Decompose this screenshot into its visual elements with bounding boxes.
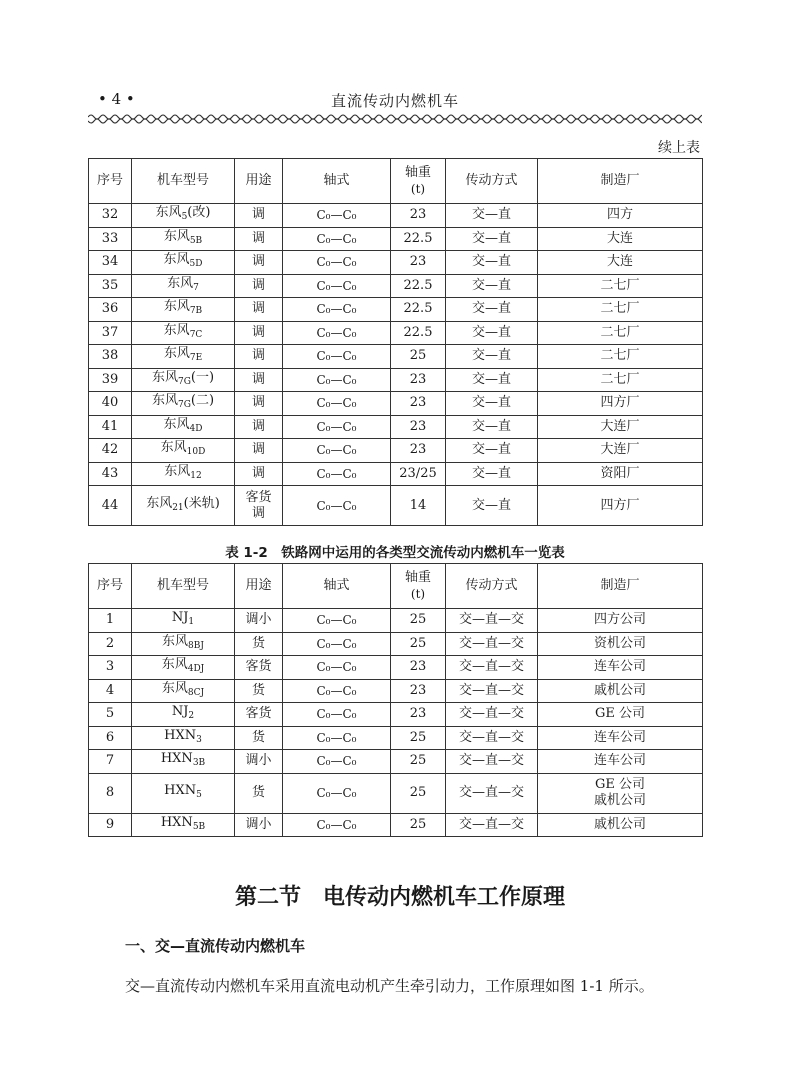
model-name: HXN [160,814,193,830]
model-name: 东风 [164,463,191,479]
table2-caption: 表 1-2 铁路网中运用的各类型交流传动内燃机车一览表 [225,545,565,561]
transmission-cell: 交—直 [446,462,538,486]
model-subscript: 7B [189,306,203,317]
transmission-cell: 交—直 [446,368,538,392]
manufacturer-text: 连车公司 [593,753,646,769]
axle-type-cell: C₀—C₀ [283,298,391,322]
use-text: 调 [251,348,265,364]
section-title: 第二节 电传动内燃机车工作原理 [234,884,565,910]
axle-load-cell: 14 [391,486,446,526]
model-name: 东风 [146,495,173,511]
row-number: 8 [89,773,132,813]
row-number: 42 [89,439,132,463]
transmission-cell: 交—直 [446,486,538,526]
manufacturer-cell [538,415,703,439]
table-row [89,750,703,774]
page-header [88,90,702,112]
use-text: 货 [251,682,265,698]
table-row [89,813,703,837]
manufacturer-text: 大连 [606,230,633,246]
subsection-title: 一、交—直流传动内燃机车 [125,937,306,955]
use-text: 调小 [245,612,272,628]
manufacturer-text: 大连厂 [600,418,640,434]
model-cell [132,726,235,750]
model-subscript: 7E [189,353,203,364]
axle-type-cell: C₀—C₀ [283,486,391,526]
use-cell [235,679,283,703]
model-subscript: 7C [189,329,203,340]
use-text: 调 [251,442,265,458]
row-number: 36 [89,298,132,322]
model-cell [132,609,235,633]
axle-load-cell: 25 [391,773,446,813]
model-cell [132,204,235,228]
model-subscript: 7 [193,282,199,293]
manufacturer-text: 大连厂 [600,442,640,458]
manufacturer-cell [538,656,703,680]
model-name: HXN [164,783,197,798]
transmission-cell: 交—直 [446,439,538,463]
use-cell [235,439,283,463]
row-number: 5 [89,703,132,727]
use-cell [235,392,283,416]
use-text: 调 [251,277,265,293]
model-suffix: (二) [190,393,215,409]
model-cell [132,321,235,345]
use-text: 调 [251,324,265,340]
row-number: 2 [89,632,132,656]
table-row [89,415,703,439]
use-text: 调 [251,301,265,317]
manufacturer-text: 戚机公司 [593,682,646,698]
model-name: 东风 [163,346,190,362]
table-row [89,462,703,486]
model-cell [132,773,235,813]
axle-type-cell: C₀—C₀ [283,321,391,345]
table-row [89,251,703,275]
table-row [89,439,703,463]
use-cell [235,345,283,369]
model-name: 东风 [162,633,189,649]
model-cell [132,679,235,703]
use-cell [235,204,283,228]
model-suffix: (改) [187,205,211,221]
transmission-cell: 交—直—交 [446,813,538,837]
col-header-axle-type: 轴式 [283,159,391,204]
table-row [89,227,703,251]
col-header-manufacturer: 制造厂 [538,564,703,609]
use-cell [235,321,283,345]
axle-type-cell: C₀—C₀ [283,368,391,392]
table-row [89,368,703,392]
model-subscript: 7G [177,376,191,387]
transmission-cell: 交—直—交 [446,679,538,703]
axle-load-cell: 23/25 [391,462,446,486]
model-cell [132,462,235,486]
row-number: 7 [89,750,132,774]
transmission-cell: 交—直 [446,204,538,228]
use-text: 调 [251,395,265,411]
model-name: HXN [164,727,197,743]
manufacturer-cell [538,726,703,750]
model-name: 东风 [163,416,190,432]
use-cell [235,703,283,727]
row-number: 33 [89,227,132,251]
model-name: 东风 [160,440,187,456]
manufacturer-cell [538,321,703,345]
manufacturer-text: 资阳厂 [600,465,640,481]
use-cell [235,251,283,275]
axle-load-cell: 22.5 [391,298,446,322]
table-row [89,392,703,416]
manufacturer-cell [538,486,703,526]
model-name: 东风 [155,205,182,221]
model-subscript: 3B [192,758,206,769]
model-cell [132,227,235,251]
use-text: 调 [251,371,265,387]
model-subscript: 4D [189,423,203,434]
axle-load-cell: 23 [391,251,446,275]
model-subscript: 3 [196,734,202,745]
axle-load-cell: 23 [391,368,446,392]
use-cell [235,773,283,813]
model-name: 东风 [151,393,178,409]
row-number: 3 [89,656,132,680]
row-number: 44 [89,486,132,526]
manufacturer-cell [538,204,703,228]
transmission-cell: 交—直—交 [446,632,538,656]
axle-type-cell: C₀—C₀ [283,439,391,463]
use-text-line2: 调 [251,505,265,521]
model-subscript: 5 [196,790,202,800]
axle-load-cell: 23 [391,439,446,463]
manufacturer-cell [538,703,703,727]
transmission-cell: 交—直 [446,251,538,275]
transmission-cell: 交—直 [446,227,538,251]
row-number: 9 [89,813,132,837]
transmission-cell: 交—直 [446,274,538,298]
manufacturer-cell [538,773,703,813]
manufacturer-text: 二七厂 [600,324,640,340]
manufacturer-cell [538,750,703,774]
transmission-cell: 交—直 [446,392,538,416]
model-name: 东风 [161,657,188,673]
model-name: 东风 [163,228,190,244]
use-text: 调 [251,418,265,434]
use-cell [235,368,283,392]
axle-load-cell: 25 [391,813,446,837]
use-cell [235,298,283,322]
model-cell [132,274,235,298]
model-cell [132,251,235,275]
row-number: 39 [89,368,132,392]
model-cell [132,656,235,680]
manufacturer-text: 二七厂 [600,301,640,317]
model-name: 东风 [161,680,188,696]
axle-load-cell: 25 [391,726,446,750]
manufacturer-text: 二七厂 [600,348,640,364]
col-header-use: 用途 [235,159,283,204]
axle-type-cell: C₀—C₀ [283,609,391,633]
row-number: 35 [89,274,132,298]
model-cell [132,632,235,656]
manufacturer-cell [538,274,703,298]
use-text: 调 [251,230,265,246]
manufacturer-text: GE 公司 [594,706,645,722]
row-number: 37 [89,321,132,345]
manufacturer-cell [538,679,703,703]
use-text: 调小 [245,816,272,832]
use-text: 调 [251,465,265,481]
row-number: 6 [89,726,132,750]
row-number: 1 [89,609,132,633]
row-number: 32 [89,204,132,228]
model-suffix: (米轨) [183,495,220,511]
table-row [89,274,703,298]
table-row [89,703,703,727]
row-number: 4 [89,679,132,703]
manufacturer-text: 二七厂 [600,371,640,387]
row-number: 40 [89,392,132,416]
transmission-cell: 交—直 [446,321,538,345]
axle-load-cell: 25 [391,632,446,656]
axle-type-cell: C₀—C₀ [283,750,391,774]
use-cell [235,726,283,750]
row-number: 41 [89,415,132,439]
col-header-number: 序号 [89,159,132,204]
manufacturer-cell [538,251,703,275]
use-text: 货 [251,729,265,745]
model-name: 东风 [163,299,190,315]
use-cell [235,227,283,251]
model-name: NJ [171,704,189,720]
model-cell [132,368,235,392]
col-header-axle-type: 轴式 [283,564,391,609]
col-header-model: 机车型号 [132,159,235,204]
table-header-row [89,159,703,204]
model-name: 东风 [163,322,190,338]
model-suffix: (一) [190,369,215,385]
use-text: 货 [251,785,265,800]
use-text: 客货 [245,659,272,675]
col-header-axle-load: 轴重 (t) [391,159,446,204]
table-row [89,632,703,656]
transmission-cell: 交—直 [446,345,538,369]
model-subscript: 5B [192,821,206,832]
model-name: 东风 [151,369,178,385]
transmission-cell: 交—直—交 [446,656,538,680]
model-cell [132,750,235,774]
transmission-cell: 交—直 [446,415,538,439]
manufacturer-cell [538,392,703,416]
axle-type-cell: C₀—C₀ [283,227,391,251]
continued-label: 续上表 [658,140,700,156]
table-row [89,679,703,703]
page-number: • 4 • [98,90,135,108]
ac-locomotive-table [88,563,703,837]
model-cell [132,486,235,526]
model-subscript: 1 [188,617,195,628]
axle-load-cell: 22.5 [391,227,446,251]
col-header-model: 机车型号 [132,564,235,609]
use-cell [235,750,283,774]
model-subscript: 5B [189,235,203,246]
table-row [89,321,703,345]
axle-type-cell: C₀—C₀ [283,703,391,727]
table-header-row [89,564,703,609]
table-row [89,609,703,633]
axle-load-cell: 25 [391,345,446,369]
col-header-transmission: 传动方式 [446,564,538,609]
use-cell [235,656,283,680]
table-row [89,773,703,813]
axle-type-cell: C₀—C₀ [283,274,391,298]
model-name: 东风 [163,252,190,268]
manufacturer-cell [538,632,703,656]
col-header-axle-load: 轴重 (t) [391,564,446,609]
model-subscript: 5D [189,259,203,270]
use-text: 客货 [245,489,272,505]
use-cell [235,462,283,486]
use-text: 调 [251,254,265,270]
model-subscript: 12 [190,470,202,481]
model-subscript: 21 [172,502,184,513]
model-subscript: 5 [181,212,188,223]
manufacturer-text: 四方 [606,207,633,223]
transmission-cell: 交—直—交 [446,609,538,633]
locomotive-table-continued [88,158,703,526]
axle-type-cell: C₀—C₀ [283,679,391,703]
manufacturer-text: 连车公司 [593,659,646,675]
axle-type-cell: C₀—C₀ [283,632,391,656]
table-row [89,345,703,369]
axle-type-cell: C₀—C₀ [283,251,391,275]
model-subscript: 8CJ [187,687,205,698]
table-row [89,726,703,750]
table-row [89,486,703,526]
axle-load-cell: 25 [391,609,446,633]
manufacturer-cell [538,345,703,369]
use-cell [235,415,283,439]
manufacturer-cell [538,813,703,837]
use-cell [235,274,283,298]
running-title: 直流传动内燃机车 [330,92,459,110]
axle-load-cell: 23 [391,703,446,727]
manufacturer-text: 四方厂 [600,395,640,411]
use-text: 调 [251,207,265,223]
row-number: 34 [89,251,132,275]
body-paragraph: 交—直流传动内燃机车采用直流电动机产生牵引动力，工作原理如图 1-1 所示。 [125,977,654,995]
axle-type-cell: C₀—C₀ [283,204,391,228]
model-name: 东风 [167,275,194,291]
axle-type-cell: C₀—C₀ [283,656,391,680]
manufacturer-cell [538,298,703,322]
manufacturer-cell [538,368,703,392]
table-row [89,298,703,322]
model-subscript: 7G [177,400,191,411]
transmission-cell: 交—直—交 [446,703,538,727]
manufacturer-text: 戚机公司 [593,816,646,832]
use-cell [235,609,283,633]
axle-type-cell: C₀—C₀ [283,773,391,813]
transmission-cell: 交—直—交 [446,750,538,774]
transmission-cell: 交—直—交 [446,726,538,750]
row-number: 43 [89,462,132,486]
axle-type-cell: C₀—C₀ [283,813,391,837]
col-header-use: 用途 [235,564,283,609]
decorative-header-rule [88,113,702,125]
axle-type-cell: C₀—C₀ [283,345,391,369]
model-cell [132,345,235,369]
model-name: NJ [171,610,189,626]
model-name: HXN [160,751,193,767]
axle-type-cell: C₀—C₀ [283,415,391,439]
table-row [89,204,703,228]
manufacturer-cell [538,609,703,633]
transmission-cell: 交—直 [446,298,538,322]
transmission-cell: 交—直—交 [446,773,538,813]
axle-load-cell: 23 [391,204,446,228]
manufacturer-cell [538,227,703,251]
row-number: 38 [89,345,132,369]
manufacturer-text-line2: 戚机公司 [593,793,646,808]
axle-load-cell: 25 [391,750,446,774]
model-cell [132,392,235,416]
manufacturer-text: 连车公司 [593,729,646,745]
axle-load-cell: 22.5 [391,321,446,345]
axle-type-cell: C₀—C₀ [283,726,391,750]
use-text: 客货 [245,706,272,722]
manufacturer-text: 大连 [606,254,633,270]
manufacturer-text: GE 公司 [594,777,645,792]
manufacturer-text: 二七厂 [600,277,640,293]
col-header-transmission: 传动方式 [446,159,538,204]
model-cell [132,703,235,727]
axle-load-cell: 23 [391,415,446,439]
model-cell [132,813,235,837]
axle-load-cell: 23 [391,679,446,703]
model-subscript: 2 [188,711,195,722]
table-row [89,656,703,680]
axle-type-cell: C₀—C₀ [283,392,391,416]
manufacturer-text: 四方厂 [600,497,640,513]
manufacturer-cell [538,439,703,463]
axle-load-cell: 22.5 [391,274,446,298]
axle-load-cell: 23 [391,392,446,416]
manufacturer-text: 资机公司 [593,635,646,651]
model-cell [132,415,235,439]
model-subscript: 10D [186,447,206,458]
use-text: 调小 [245,753,272,769]
col-header-manufacturer: 制造厂 [538,159,703,204]
axle-load-cell: 23 [391,656,446,680]
col-header-number: 序号 [89,564,132,609]
manufacturer-cell [538,462,703,486]
manufacturer-text: 四方公司 [593,612,646,628]
use-text: 货 [251,635,265,651]
use-cell [235,813,283,837]
model-subscript: 4DJ [187,664,205,675]
use-cell [235,486,283,526]
model-cell [132,298,235,322]
model-cell [132,439,235,463]
model-subscript: 8BJ [188,640,204,651]
use-cell [235,632,283,656]
axle-type-cell: C₀—C₀ [283,462,391,486]
